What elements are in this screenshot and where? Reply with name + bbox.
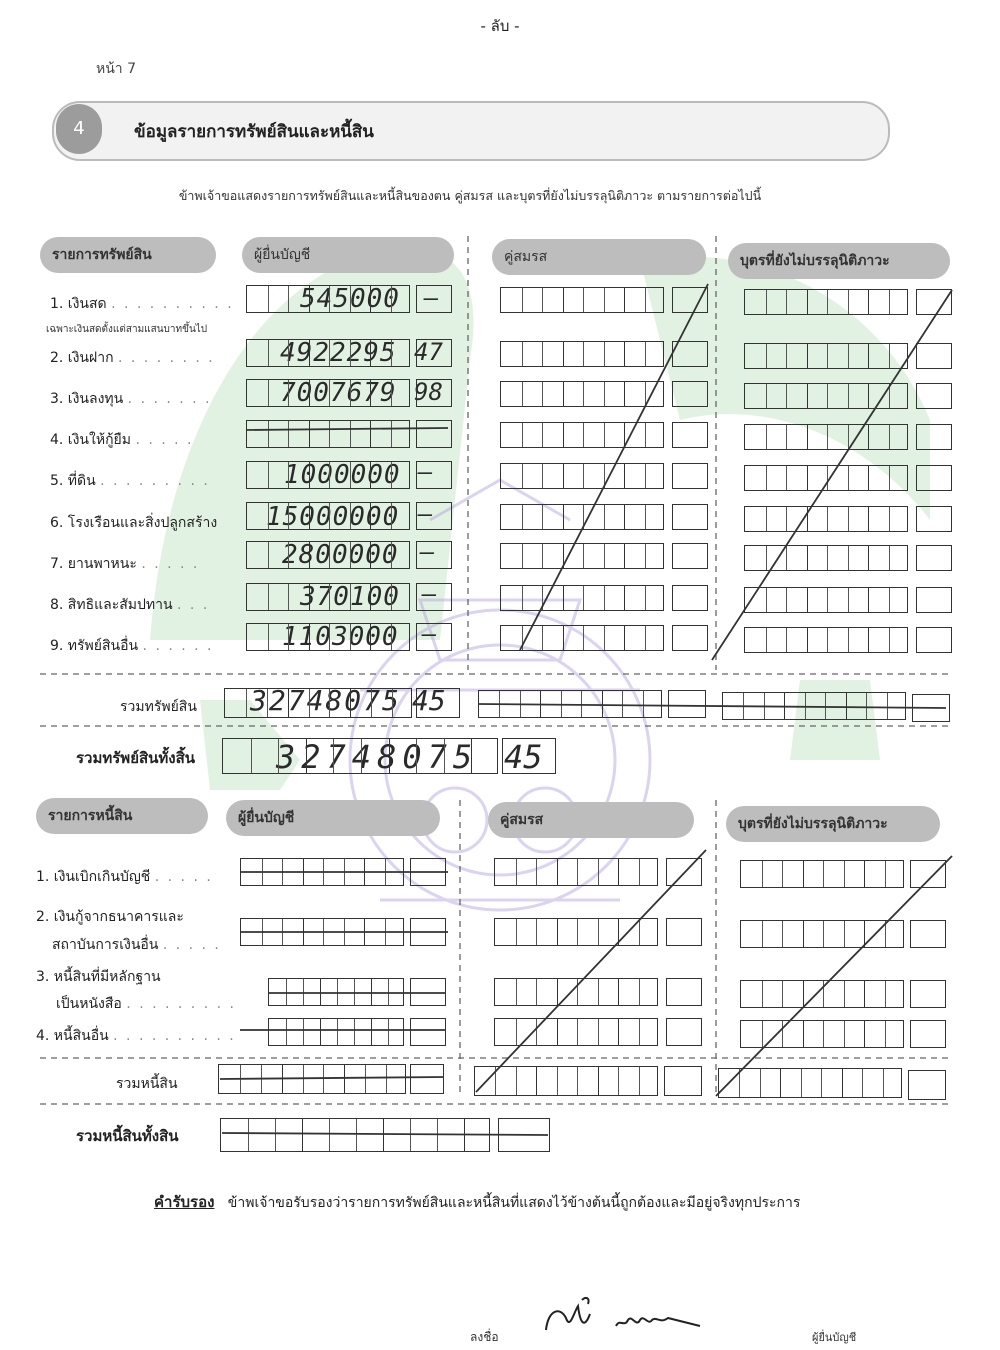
asset-row-label: 3. เงินลงทุน . . . . . . .: [50, 391, 212, 407]
amount-box: [240, 858, 404, 886]
certification-title: คำรับรอง: [154, 1193, 215, 1211]
satang-box: [916, 587, 952, 613]
satang-box: [416, 623, 452, 651]
asset-amount-building: 15000000: [266, 502, 400, 532]
satang-box: [498, 1118, 550, 1152]
amount-box: [718, 1068, 902, 1098]
satang-box: [916, 424, 952, 450]
satang-box: [664, 1066, 702, 1096]
satang-box: [410, 978, 446, 1006]
satang-box: [916, 627, 952, 653]
amount-box: [500, 463, 664, 489]
amount-box: [500, 504, 664, 530]
amount-box: [246, 461, 410, 489]
amount-box: [268, 1018, 404, 1046]
certification: [154, 1190, 800, 1214]
amount-box: [494, 918, 658, 946]
amount-box: [246, 339, 410, 367]
amount-box: [744, 289, 908, 315]
assets-subtotal-amount: 32748075: [250, 684, 401, 717]
satang-box: [672, 341, 708, 367]
assets-col-child: บุตรที่ยังไม่บรรลุนิติภาวะ: [728, 243, 950, 279]
asset-amount-vehicle: 2800000: [282, 540, 399, 570]
strike-line: [476, 850, 706, 1092]
satang-box: [910, 980, 946, 1008]
asset-amount-land: 1000000: [284, 460, 401, 490]
section-number: 4: [56, 104, 102, 154]
asset-row-label: 9. ทรัพย์สินอื่น . . . . . .: [50, 638, 214, 654]
satang-box: [668, 690, 706, 718]
amount-box: [744, 587, 908, 613]
satang-box: [416, 461, 452, 489]
satang-box: [672, 422, 708, 448]
certification-text: ข้าพเจ้าขอรับรองว่ารายการทรัพย์สินและหนี้สินที่แสดงไว้ข้างต้นนี้ถูกต้องและมีอยู่จริงทุกประการ: [227, 1195, 801, 1211]
satang-box: [416, 379, 452, 407]
asset-row-label: 4. เงินให้กู้ยืม . . . . .: [50, 432, 194, 448]
amount-box: [220, 1118, 490, 1152]
liabilities-col-spouse: คู่สมรส: [488, 802, 694, 838]
assets-grand-amount: 32748075: [276, 738, 479, 776]
page-number: หน้า 7: [96, 61, 137, 77]
liabilities-subtotal-label: รวมหนี้สิน: [116, 1076, 178, 1092]
satang-box: [916, 289, 952, 315]
asset-row-label: 2. เงินฝาก . . . . . . . .: [50, 350, 215, 366]
liabilities-col-child: บุตรที่ยังไม่บรรลุนิติภาวะ: [726, 806, 940, 842]
amount-box: [740, 1020, 904, 1048]
satang-box: [672, 625, 708, 651]
satang-box: [916, 465, 952, 491]
satang-box: [416, 583, 452, 611]
amount-box: [740, 920, 904, 948]
amount-box: [500, 287, 664, 313]
asset-row-label: 6. โรงเรือนและสิ่งปลูกสร้าง: [50, 515, 218, 531]
signature-role-label: ผู้ยื่นบัญชี: [812, 1331, 857, 1344]
amount-box: [744, 627, 908, 653]
amount-box: [500, 422, 664, 448]
satang-box: [916, 545, 952, 571]
liability-row-label: 2. เงินกู้จากธนาคารและ: [36, 909, 184, 925]
cash-note: เฉพาะเงินสดตั้งแต่สามแสนบาทขึ้นไป: [46, 324, 208, 335]
satang-box: [910, 1020, 946, 1048]
liability-row-label: 4. หนี้สินอื่น . . . . . . . . . .: [36, 1028, 236, 1044]
asset-satang-investment: 98: [414, 378, 443, 406]
satang-box: [672, 504, 708, 530]
amount-box: [500, 585, 664, 611]
satang-box: [416, 541, 452, 569]
liabilities-grand-label: รวมหนี้สินทั้งสิน: [76, 1127, 179, 1145]
amount-box: [740, 980, 904, 1008]
satang-box: [916, 383, 952, 409]
assets-subtotal-label: รวมทรัพย์สิน: [120, 699, 197, 715]
amount-box: [740, 860, 904, 888]
signature-mark: [546, 1298, 590, 1330]
amount-box: [744, 506, 908, 532]
satang-box: [416, 285, 452, 313]
satang-box: [502, 738, 556, 774]
satang-box: [916, 343, 952, 369]
asset-satang-deposit: 47: [414, 338, 443, 366]
amount-box: [222, 738, 498, 774]
amount-box: [224, 688, 412, 718]
signature-mark: [616, 1318, 700, 1326]
amount-box: [744, 465, 908, 491]
amount-box: [744, 383, 908, 409]
asset-row-label: 1. เงินสด . . . . . . . . . .: [50, 296, 234, 312]
assets-header: รายการทรัพย์สิน: [40, 237, 216, 273]
asset-satang-vehicle: –: [420, 538, 435, 566]
asset-row-label: 5. ที่ดิน . . . . . . . . .: [50, 473, 210, 489]
liabilities-col-filer: ผู้ยื่นบัญชี: [226, 800, 440, 836]
amount-box: [246, 541, 410, 569]
amount-box: [246, 420, 410, 448]
asset-row-label: 7. ยานพาหนะ . . . . .: [50, 556, 200, 572]
liabilities-header: รายการหนี้สิน: [36, 798, 208, 834]
satang-box: [410, 1018, 446, 1046]
amount-box: [744, 545, 908, 571]
amount-box: [246, 583, 410, 611]
asset-amount-rights: 370100: [300, 582, 400, 612]
satang-box: [672, 463, 708, 489]
satang-box: [916, 506, 952, 532]
amount-box: [500, 341, 664, 367]
asset-amount-investment: 7007679: [280, 378, 397, 408]
amount-box: [246, 379, 410, 407]
asset-amount-other: 1103000: [282, 622, 399, 652]
amount-box: [722, 692, 906, 720]
satang-box: [416, 420, 452, 448]
satang-box: [666, 1018, 702, 1046]
asset-amount-deposit: 4922295: [280, 338, 397, 368]
asset-amount-cash: 545000: [300, 284, 400, 314]
liability-row-label: เป็นหนังสือ . . . . . . . . .: [56, 996, 236, 1012]
satang-box: [666, 858, 702, 886]
satang-box: [672, 287, 708, 313]
amount-box: [246, 502, 410, 530]
amount-box: [744, 424, 908, 450]
satang-box: [410, 1064, 444, 1094]
asset-satang-cash: –: [424, 284, 439, 312]
amount-box: [500, 625, 664, 651]
signature-label: ลงชื่อ: [470, 1330, 499, 1344]
assets-col-filer: ผู้ยื่นบัญชี: [242, 237, 454, 273]
satang-box: [672, 585, 708, 611]
amount-box: [240, 918, 404, 946]
satang-box: [910, 860, 946, 888]
satang-box: [912, 694, 950, 722]
amount-box: [474, 1066, 658, 1096]
amount-box: [744, 343, 908, 369]
satang-box: [410, 918, 446, 946]
satang-box: [672, 543, 708, 569]
strike-line: [716, 856, 952, 1096]
liability-row-label: สถาบันการเงินอื่น . . . . .: [52, 937, 221, 953]
secret-stamp: - ลับ -: [480, 17, 520, 35]
satang-box: [416, 502, 452, 530]
amount-box: [494, 978, 658, 1006]
liability-row-label: 3. หนี้สินที่มีหลักฐาน: [36, 969, 161, 985]
amount-box: [246, 285, 410, 313]
amount-box: [494, 858, 658, 886]
satang-box: [410, 858, 446, 886]
satang-box: [416, 339, 452, 367]
satang-box: [416, 688, 460, 718]
section-title: ข้อมูลรายการทรัพย์สินและหนี้สิน: [134, 122, 374, 142]
assets-subtotal-satang: 45: [412, 684, 446, 717]
asset-row-label: 8. สิทธิและสัมปทาน . . .: [50, 597, 210, 613]
amount-box: [268, 978, 404, 1006]
asset-satang-other: –: [422, 620, 437, 648]
assets-grand-label: รวมทรัพย์สินทั้งสิ้น: [76, 749, 196, 767]
satang-box: [910, 920, 946, 948]
amount-box: [246, 623, 410, 651]
satang-box: [666, 978, 702, 1006]
amount-box: [494, 1018, 658, 1046]
asset-satang-land: –: [418, 458, 433, 486]
asset-satang-building: –: [418, 500, 433, 528]
assets-grand-satang: 45: [504, 738, 543, 776]
liability-row-label: 1. เงินเบิกเกินบัญชี . . . . .: [36, 869, 213, 885]
satang-box: [666, 918, 702, 946]
intro-text: ข้าพเจ้าขอแสดงรายการทรัพย์สินและหนี้สินของตน คู่สมรส และบุตรที่ยังไม่บรรลุนิติภาวะ ตามรายการต่อไปนี้: [178, 188, 762, 203]
amount-box: [500, 381, 664, 407]
satang-box: [908, 1070, 946, 1100]
satang-box: [672, 381, 708, 407]
amount-box: [500, 543, 664, 569]
amount-box: [218, 1064, 406, 1094]
asset-satang-rights: –: [422, 580, 437, 608]
assets-col-spouse: คู่สมรส: [492, 239, 706, 275]
amount-box: [478, 690, 662, 718]
